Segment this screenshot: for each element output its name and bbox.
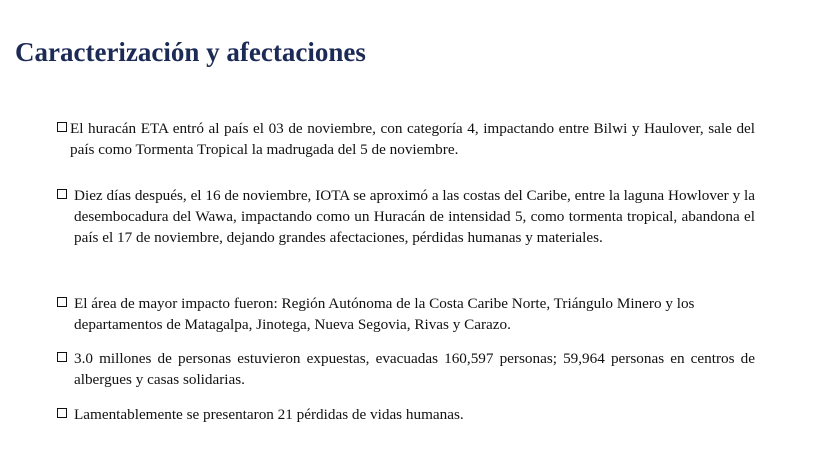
checkbox-bullet-icon — [57, 189, 67, 199]
checkbox-bullet-icon — [57, 122, 67, 132]
bullet-text: 3.0 millones de personas estuvieron expuestas, evacuadas 160,597 personas; 59,964 personas en centros de albergues y casas solidarias. — [74, 350, 755, 388]
bullet-item-exposed-people — [57, 348, 755, 390]
bullet-text: El área de mayor impacto fueron: Región Autónoma de la Costa Caribe Norte, Triángulo Minero y los departamentos de Matagalpa, Jinotega, Nueva Segovia, Rivas y Carazo. — [74, 295, 695, 333]
bullet-item-eta — [57, 118, 755, 160]
bullet-text: Lamentablemente se presentaron 21 pérdidas de vidas humanas. — [74, 406, 464, 423]
slide-title: Caracterización y afectaciones — [15, 37, 366, 67]
checkbox-bullet-icon — [57, 297, 67, 307]
bullet-text: El huracán ETA entró al país el 03 de noviembre, con categoría 4, impactando entre Bilwi y Haulover, sale del país como Tormenta Tropical la madrugada del 5 de noviembre. — [70, 120, 755, 158]
checkbox-bullet-icon — [57, 408, 67, 418]
checkbox-bullet-icon — [57, 352, 67, 362]
bullet-item-impact-area — [57, 293, 755, 335]
bullet-item-casualties — [57, 404, 755, 425]
bullet-text: Diez días después, el 16 de noviembre, IOTA se aproximó a las costas del Caribe, entre la laguna Howlover y la desembocadura del Wawa, impactando como un Huracán de intensidad 5, como tormenta tropical, abandona el país el 17 de noviembre, dejando grandes afectaciones, pérdidas humanas y materiales. — [74, 187, 755, 246]
bullet-item-iota — [57, 185, 755, 248]
